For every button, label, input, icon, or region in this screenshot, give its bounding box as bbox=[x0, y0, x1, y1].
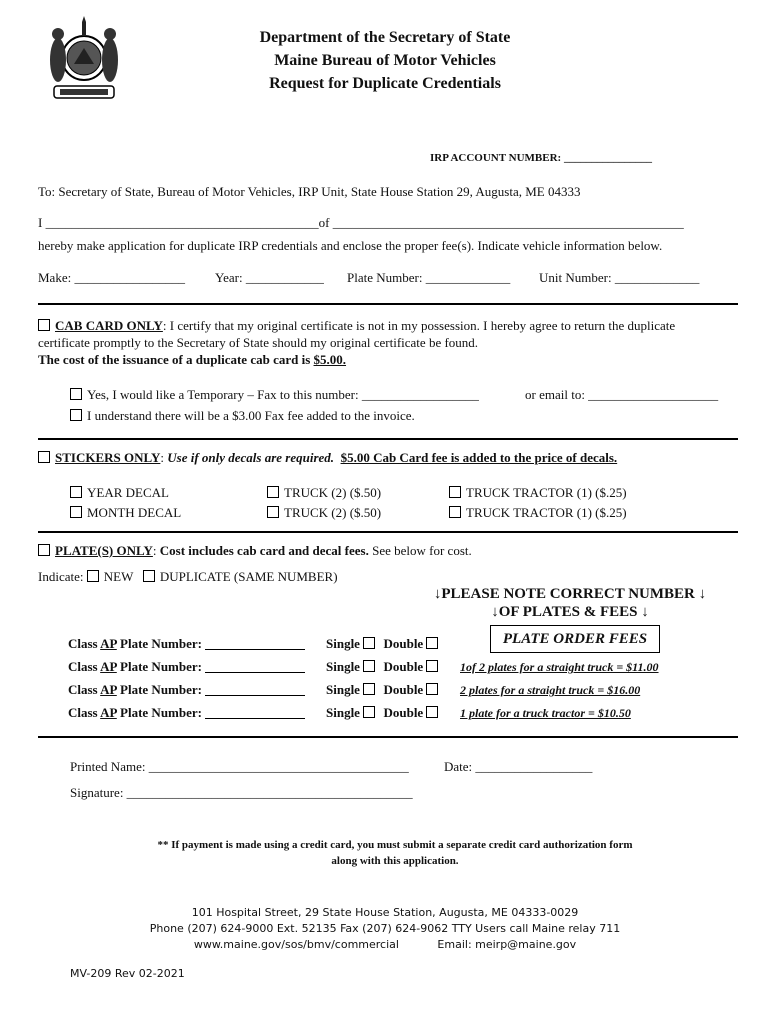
irp-account-label: IRP ACCOUNT NUMBER bbox=[430, 152, 558, 164]
sticker-col-3 bbox=[449, 483, 627, 523]
plate-number-input[interactable] bbox=[205, 637, 305, 650]
sticker-col-1 bbox=[70, 483, 181, 523]
plates-note-line-1: ↓PLEASE NOTE CORRECT NUMBER ↓ bbox=[433, 586, 707, 602]
plate-number-field[interactable]: Plate Number: _____________ bbox=[347, 270, 511, 285]
cab-card-text-1: I certify that my original certificate is not in my possession. I hereby agree to return the duplicate bbox=[166, 318, 676, 333]
plates-note bbox=[405, 585, 735, 621]
cab-card-checkbox[interactable] bbox=[38, 319, 50, 331]
double-label: Double bbox=[383, 659, 424, 674]
tractor-year-label: TRUCK TRACTOR (1) ($.25) bbox=[466, 485, 627, 500]
single-label: Single bbox=[326, 705, 360, 720]
plate-row-label: Plate Number: bbox=[116, 636, 202, 651]
double-checkbox[interactable] bbox=[426, 683, 438, 695]
plate-number-input[interactable] bbox=[205, 660, 305, 673]
payment-note-line-1: ** If payment is made using a credit card, you must submit a separate credit card authorization form bbox=[157, 839, 633, 851]
plate-row-class: AP bbox=[100, 705, 117, 720]
plates-note-line-2: ↓OF PLATES & FEES ↓ bbox=[491, 604, 649, 620]
plate-single-double bbox=[326, 632, 443, 724]
plate-row-label: Plate Number: bbox=[116, 659, 202, 674]
duplicate-checkbox[interactable] bbox=[143, 570, 155, 582]
single-checkbox[interactable] bbox=[363, 660, 375, 672]
cab-card-text-2: certificate promptly to the Secretary of State should my original certificate be found. bbox=[38, 335, 479, 350]
footer-email-link[interactable]: Email: meirp@maine.gov bbox=[437, 938, 577, 951]
year-decal-label: YEAR DECAL bbox=[87, 485, 169, 500]
single-label: Single bbox=[326, 659, 360, 674]
single-checkbox[interactable] bbox=[363, 683, 375, 695]
applicant-line bbox=[38, 215, 684, 231]
new-checkbox[interactable] bbox=[87, 570, 99, 582]
fax-option-checkbox[interactable] bbox=[70, 388, 82, 400]
cab-card-heading: CAB CARD ONLY bbox=[55, 318, 163, 333]
truck-year-label: TRUCK (2) ($.50) bbox=[284, 485, 382, 500]
fax-fee-checkbox[interactable] bbox=[70, 409, 82, 421]
plate-order-fees-title: PLATE ORDER FEES bbox=[490, 625, 660, 653]
new-label: NEW bbox=[103, 569, 134, 584]
double-checkbox[interactable] bbox=[426, 637, 438, 649]
plate-row-class: AP bbox=[100, 682, 117, 697]
printed-name-field[interactable]: Printed Name: ________________________________________ bbox=[70, 759, 409, 774]
month-decal-option[interactable] bbox=[70, 503, 181, 523]
plates-colon: : bbox=[152, 543, 157, 558]
stickers-section bbox=[38, 450, 617, 466]
double-checkbox[interactable] bbox=[426, 660, 438, 672]
date-field[interactable]: Date: __________________ bbox=[444, 759, 593, 774]
plates-checkbox[interactable] bbox=[38, 544, 50, 556]
truck-decal-option[interactable] bbox=[267, 483, 381, 503]
plate-row-class: AP bbox=[100, 659, 117, 674]
truck-decal-option[interactable] bbox=[267, 503, 381, 523]
plate-row bbox=[68, 701, 305, 724]
double-label: Double bbox=[383, 682, 424, 697]
applicant-address-field[interactable]: ______________________________________________________ bbox=[332, 215, 684, 230]
truck-month-checkbox[interactable] bbox=[267, 506, 279, 518]
fee-item: 1of 2 plates for a straight truck = $11.00 bbox=[460, 660, 659, 674]
applicant-name-field[interactable]: __________________________________________ bbox=[45, 215, 319, 230]
footer-contact bbox=[0, 905, 770, 953]
indicate-row bbox=[38, 569, 338, 585]
divider bbox=[38, 303, 738, 305]
tractor-decal-option[interactable] bbox=[449, 483, 627, 503]
title-line-bureau: Maine Bureau of Motor Vehicles bbox=[274, 52, 496, 69]
year-field[interactable]: Year: ____________ bbox=[215, 270, 324, 285]
plate-rows bbox=[68, 632, 305, 724]
plates-heading: PLATE(S) ONLY bbox=[55, 543, 153, 558]
form-id: MV-209 Rev 02-2021 bbox=[70, 967, 185, 980]
footer-website-link[interactable]: www.maine.gov/sos/bmv/commercial bbox=[193, 938, 399, 951]
plate-row-prefix: Class bbox=[68, 682, 101, 697]
stickers-heading: STICKERS ONLY bbox=[55, 450, 161, 465]
fax-fee-label: I understand there will be a $3.00 Fax fee added to the invoice. bbox=[87, 408, 415, 423]
fee-item: 1 plate for a truck tractor = $10.50 bbox=[460, 706, 631, 720]
truck-year-checkbox[interactable] bbox=[267, 486, 279, 498]
payment-note bbox=[0, 837, 770, 869]
form-title bbox=[0, 26, 770, 95]
stickers-note: Use if only decals are required. bbox=[164, 450, 335, 465]
tractor-month-checkbox[interactable] bbox=[449, 506, 461, 518]
cab-card-cost-value: $5.00. bbox=[313, 352, 347, 367]
tractor-year-checkbox[interactable] bbox=[449, 486, 461, 498]
make-field[interactable]: Make: _________________ bbox=[38, 270, 185, 285]
fax-option-label[interactable]: Yes, I would like a Temporary – Fax to this number: __________________ bbox=[87, 387, 479, 402]
plate-row-prefix: Class bbox=[68, 636, 101, 651]
plate-row bbox=[68, 632, 305, 655]
single-checkbox[interactable] bbox=[363, 706, 375, 718]
plates-see-below: See below for cost. bbox=[368, 543, 472, 558]
double-label: Double bbox=[383, 705, 424, 720]
stickers-colon: : bbox=[160, 450, 164, 465]
stickers-checkbox[interactable] bbox=[38, 451, 50, 463]
single-checkbox[interactable] bbox=[363, 637, 375, 649]
plate-row-prefix: Class bbox=[68, 705, 101, 720]
divider bbox=[38, 736, 738, 738]
irp-account-number[interactable] bbox=[430, 152, 652, 164]
month-decal-label: MONTH DECAL bbox=[87, 505, 182, 520]
plate-number-input[interactable] bbox=[205, 706, 305, 719]
plate-row bbox=[68, 655, 305, 678]
month-decal-checkbox[interactable] bbox=[70, 506, 82, 518]
double-label: Double bbox=[383, 636, 424, 651]
title-line-request: Request for Duplicate Credentials bbox=[269, 75, 501, 92]
irp-account-field[interactable]: : ________________ bbox=[557, 152, 652, 164]
cab-card-cost-label: The cost of the issuance of a duplicate cab card is bbox=[38, 352, 314, 367]
footer-web-email bbox=[0, 937, 770, 953]
plate-row bbox=[68, 678, 305, 701]
plates-section bbox=[38, 543, 472, 559]
unit-number-field[interactable]: Unit Number: _____________ bbox=[539, 270, 700, 285]
applicant-i-label: I bbox=[38, 215, 43, 230]
year-decal-option[interactable] bbox=[70, 483, 181, 503]
duplicate-label: DUPLICATE (SAME NUMBER) bbox=[159, 569, 338, 584]
single-label: Single bbox=[326, 682, 360, 697]
plate-fee-list bbox=[460, 656, 659, 725]
fee-item: 2 plates for a straight truck = $16.00 bbox=[460, 683, 641, 697]
applicant-of-label: of bbox=[318, 215, 330, 230]
single-label: Single bbox=[326, 636, 360, 651]
indicate-label: Indicate: bbox=[38, 569, 84, 584]
signature-field[interactable]: Signature: ____________________________________________ bbox=[70, 785, 413, 800]
application-statement: hereby make application for duplicate IRP credentials and enclose the proper fee(s). Indicate vehicle information below. bbox=[38, 238, 663, 253]
footer-address: 101 Hospital Street, 29 State House Station, Augusta, ME 04333-0029 bbox=[191, 906, 579, 919]
fax-option[interactable] bbox=[70, 387, 479, 403]
plate-row-class: AP bbox=[100, 636, 117, 651]
plate-row-prefix: Class bbox=[68, 659, 101, 674]
email-option-field[interactable]: or email to: ____________________ bbox=[525, 387, 719, 402]
divider bbox=[38, 438, 738, 440]
plate-row-label: Plate Number: bbox=[116, 682, 202, 697]
stickers-fee: $5.00 Cab Card fee is added to the price of decals. bbox=[340, 450, 618, 465]
divider bbox=[38, 531, 738, 533]
fax-fee-ack[interactable] bbox=[70, 408, 415, 424]
tractor-month-label: TRUCK TRACTOR (1) ($.25) bbox=[466, 505, 627, 520]
title-line-department: Department of the Secretary of State bbox=[259, 29, 511, 46]
plate-number-input[interactable] bbox=[205, 683, 305, 696]
payment-note-line-2: along with this application. bbox=[331, 855, 459, 867]
footer-phone: Phone (207) 624-9000 Ext. 52135 Fax (207) 624-9062 TTY Users call Maine relay 711 bbox=[149, 922, 621, 935]
cab-card-colon: : bbox=[162, 318, 167, 333]
year-decal-checkbox[interactable] bbox=[70, 486, 82, 498]
double-checkbox[interactable] bbox=[426, 706, 438, 718]
tractor-decal-option[interactable] bbox=[449, 503, 627, 523]
to-address-line: To: Secretary of State, Bureau of Motor Vehicles, IRP Unit, State House Station 29, Augusta, ME 04333 bbox=[38, 184, 581, 199]
cab-card-section bbox=[38, 317, 738, 368]
truck-month-label: TRUCK (2) ($.50) bbox=[284, 505, 382, 520]
plate-row-label: Plate Number: bbox=[116, 705, 202, 720]
sticker-col-2 bbox=[267, 483, 381, 523]
plates-cost-text: Cost includes cab card and decal fees. bbox=[156, 543, 369, 558]
